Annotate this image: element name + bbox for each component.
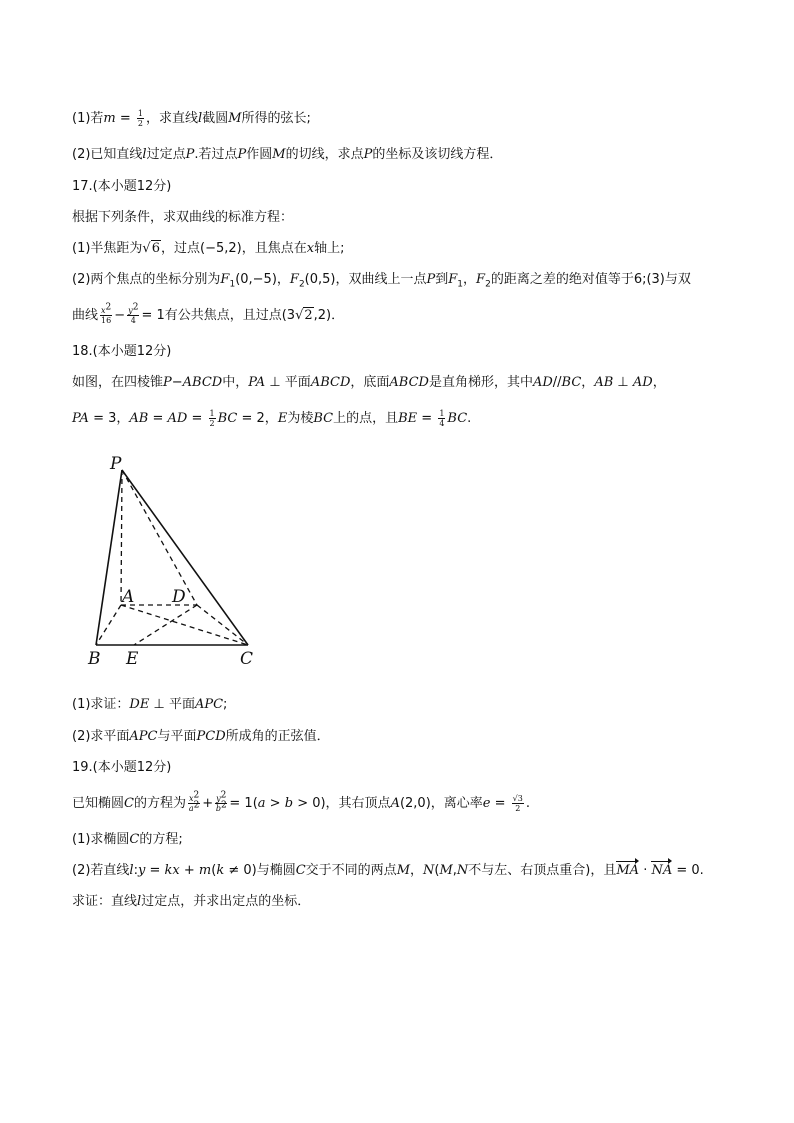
edge-pd (122, 470, 197, 605)
edge-pc (122, 470, 248, 645)
q17-part1: (1)半焦距为√6，过点(−5,2)，且焦点在x轴上; (72, 241, 345, 256)
pyramid-figure (80, 450, 280, 675)
q18-stem-line1: 如图，在四棱锥P−ABCD中，PA ⊥ 平面ABCD，底面ABCD是直角梯形，其中AD//BC，AB ⊥ AD， (72, 375, 666, 390)
label-b: B (88, 649, 101, 669)
q18-part1: (1)求证：DE ⊥ 平面APC; (72, 697, 228, 712)
edge-dc (197, 605, 248, 645)
label-c: C (240, 649, 254, 669)
label-p: P (110, 454, 122, 474)
q19-header: 19.(本小题12分) (72, 760, 172, 775)
q17-header: 17.(本小题12分) (72, 179, 172, 194)
label-e: E (126, 649, 139, 669)
edge-pa (121, 470, 122, 605)
edge-pb (96, 470, 122, 645)
q18-stem-line2: PA = 3，AB = AD = $\frac{1}{2}$ BC = 2，E为棱BC上的点，且BE = $\frac{1}{4}$ BC. (72, 409, 472, 428)
q17-intro: 根据下列条件，求双曲线的标准方程： (72, 210, 294, 225)
edge-de (134, 605, 197, 645)
q17-part3: 曲线 $\frac{x^2}{16}$ − $\frac{y^2}{4}$ = 1有公共焦点，且过点(3√2,2)． (72, 302, 345, 325)
q19-stem: 已知椭圆C的方程为 $\frac{x^2}{a^2}$ + $\frac{y^2}{b^2}$ = 1(a > b > 0)，其右顶点A(2,0)，离心率e = $\frac{√3}{2}$ . (72, 790, 530, 813)
q19-part1: (1)求椭圆C的方程; (72, 832, 183, 847)
q19-part2: (2)若直线l:y = kx + m(k ≠ 0)与椭圆C交于不同的两点M，N(M,N不与左、右顶点重合)，且MA · NA = 0. (72, 863, 704, 878)
q18-part2: (2)求平面APC与平面PCD所成角的正弦值． (72, 729, 330, 744)
label-a: A (122, 587, 135, 607)
q18-header: 18.(本小题12分) (72, 344, 172, 359)
q16-part1: (1)若m = $\frac{1}{2}$ ，求直线l截圆M所得的弦长; (72, 109, 311, 128)
q17-part2: (2)两个焦点的坐标分别为$F_1(0,-5)$，$F_2(0,5)$，双曲线上一点P到$F_1$，$F_2$的距离之差的绝对值等于6;(3)与双 (72, 272, 691, 290)
edge-ac (121, 605, 248, 645)
label-d: D (172, 587, 186, 607)
q19-part3: 求证：直线l过定点，并求出定点的坐标． (72, 894, 311, 909)
q16-part2: (2)已知直线l过定点P.若过点P作圆M的切线，求点P的坐标及该切线方程． (72, 147, 503, 162)
